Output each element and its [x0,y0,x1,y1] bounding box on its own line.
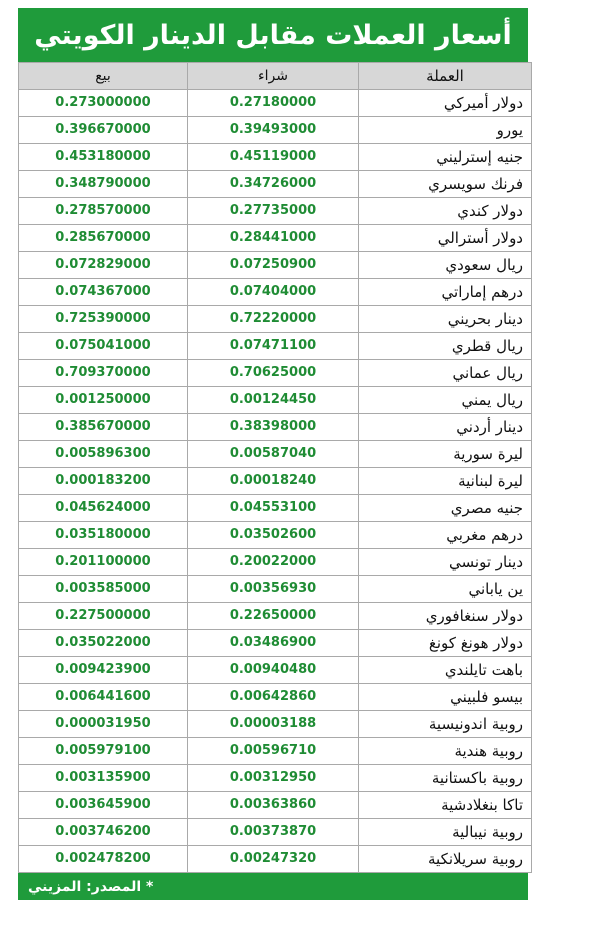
table-row [19,657,532,684]
buy-rate: 0.07471100 [188,333,359,360]
sell-rate: 0.000183200 [19,468,188,495]
table-row [19,387,532,414]
buy-rate: 0.07404000 [188,279,359,306]
currency-name: روبية باكستانية [359,765,532,792]
currency-name: ريال سعودي [359,252,532,279]
sell-rate: 0.453180000 [19,144,188,171]
buy-rate: 0.34726000 [188,171,359,198]
currency-name: دينار بحريني [359,306,532,333]
table-row [19,846,532,873]
buy-rate: 0.03502600 [188,522,359,549]
buy-rate: 0.28441000 [188,225,359,252]
rates-table [18,62,532,873]
table-row [19,333,532,360]
sell-rate: 0.285670000 [19,225,188,252]
table-row [19,144,532,171]
currency-name: جنيه إسترليني [359,144,532,171]
sell-rate: 0.035022000 [19,630,188,657]
rates-table-body [19,90,532,873]
currency-name: روبية سريلانكية [359,846,532,873]
buy-rate: 0.00018240 [188,468,359,495]
currency-name: دولار سنغافوري [359,603,532,630]
table-row [19,495,532,522]
sell-rate: 0.348790000 [19,171,188,198]
sell-rate: 0.709370000 [19,360,188,387]
table-row [19,171,532,198]
buy-rate: 0.00124450 [188,387,359,414]
currency-name: دولار أميركي [359,90,532,117]
column-header-buy: شراء [188,63,359,90]
currency-name: روبية اندونيسية [359,711,532,738]
sell-rate: 0.009423900 [19,657,188,684]
currency-name: فرنك سويسري [359,171,532,198]
table-row [19,711,532,738]
table-row [19,765,532,792]
column-header-currency: العملة [359,63,532,90]
buy-rate: 0.00587040 [188,441,359,468]
buy-rate: 0.39493000 [188,117,359,144]
sell-rate: 0.072829000 [19,252,188,279]
sell-rate: 0.000031950 [19,711,188,738]
sell-rate: 0.396670000 [19,117,188,144]
table-header-row [19,63,532,90]
buy-rate: 0.07250900 [188,252,359,279]
currency-name: درهم إماراتي [359,279,532,306]
sell-rate: 0.005979100 [19,738,188,765]
currency-name: ريال قطري [359,333,532,360]
table-row [19,468,532,495]
buy-rate: 0.72220000 [188,306,359,333]
buy-rate: 0.20022000 [188,549,359,576]
table-row [19,738,532,765]
table-row [19,117,532,144]
table-row [19,522,532,549]
table-row [19,549,532,576]
currency-name: دينار تونسي [359,549,532,576]
currency-name: دولار أسترالي [359,225,532,252]
table-row [19,198,532,225]
buy-rate: 0.00356930 [188,576,359,603]
sell-rate: 0.002478200 [19,846,188,873]
table-row [19,684,532,711]
sell-rate: 0.003135900 [19,765,188,792]
table-row [19,279,532,306]
currency-name: درهم مغربي [359,522,532,549]
sell-rate: 0.005896300 [19,441,188,468]
buy-rate: 0.45119000 [188,144,359,171]
currency-name: ليرة لبنانية [359,468,532,495]
currency-name: روبية هندية [359,738,532,765]
table-row [19,576,532,603]
buy-rate: 0.00312950 [188,765,359,792]
currency-name: ين ياباني [359,576,532,603]
buy-rate: 0.27180000 [188,90,359,117]
currency-name: دولار كندي [359,198,532,225]
currency-name: باهت تايلندي [359,657,532,684]
sell-rate: 0.278570000 [19,198,188,225]
buy-rate: 0.00363860 [188,792,359,819]
sell-rate: 0.227500000 [19,603,188,630]
currency-name: دينار أردني [359,414,532,441]
sell-rate: 0.035180000 [19,522,188,549]
sell-rate: 0.003585000 [19,576,188,603]
table-row [19,414,532,441]
sell-rate: 0.003645900 [19,792,188,819]
exchange-rates-card [18,8,528,900]
buy-rate: 0.00940480 [188,657,359,684]
buy-rate: 0.04553100 [188,495,359,522]
currency-name: ريال عماني [359,360,532,387]
sell-rate: 0.001250000 [19,387,188,414]
buy-rate: 0.70625000 [188,360,359,387]
sell-rate: 0.003746200 [19,819,188,846]
sell-rate: 0.075041000 [19,333,188,360]
buy-rate: 0.38398000 [188,414,359,441]
column-header-sell: بيع [19,63,188,90]
table-row [19,630,532,657]
currency-name: دولار هونغ كونغ [359,630,532,657]
currency-name: روبية نيبالية [359,819,532,846]
buy-rate: 0.03486900 [188,630,359,657]
sell-rate: 0.725390000 [19,306,188,333]
table-row [19,792,532,819]
source-footer [18,873,528,900]
buy-rate: 0.27735000 [188,198,359,225]
currency-name: تاكا بنغلادشية [359,792,532,819]
sell-rate: 0.201100000 [19,549,188,576]
page-title: أسعار العملات مقابل الدينار الكويتي [18,8,528,62]
buy-rate: 0.00247320 [188,846,359,873]
buy-rate: 0.00003188 [188,711,359,738]
currency-name: ريال يمني [359,387,532,414]
buy-rate: 0.22650000 [188,603,359,630]
table-row [19,819,532,846]
buy-rate: 0.00596710 [188,738,359,765]
currency-name: بيسو فلبيني [359,684,532,711]
currency-name: جنيه مصري [359,495,532,522]
table-row [19,441,532,468]
sell-rate: 0.273000000 [19,90,188,117]
table-row [19,306,532,333]
source-note: * المصدر: المزيني [28,878,154,895]
currency-name: يورو [359,117,532,144]
table-row [19,603,532,630]
table-row [19,360,532,387]
sell-rate: 0.074367000 [19,279,188,306]
sell-rate: 0.045624000 [19,495,188,522]
table-row [19,90,532,117]
table-row [19,225,532,252]
buy-rate: 0.00642860 [188,684,359,711]
sell-rate: 0.006441600 [19,684,188,711]
currency-name: ليرة سورية [359,441,532,468]
table-row [19,252,532,279]
buy-rate: 0.00373870 [188,819,359,846]
sell-rate: 0.385670000 [19,414,188,441]
